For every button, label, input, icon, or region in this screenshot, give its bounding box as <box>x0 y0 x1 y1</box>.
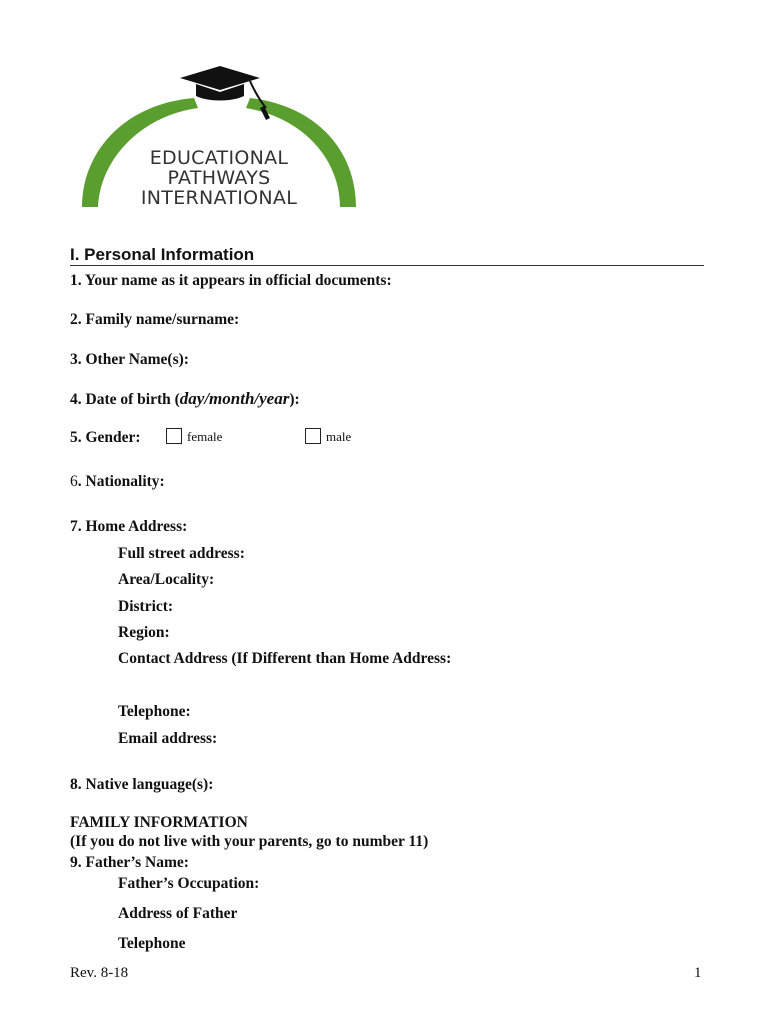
female-label: female <box>187 429 223 444</box>
field-family-name: 2. Family name/surname: <box>70 311 240 328</box>
nationality-number: 6 <box>70 473 78 490</box>
field-nationality <box>70 473 165 491</box>
page-number: 1 <box>694 965 702 981</box>
logo-line-2: PATHWAYS <box>167 167 271 189</box>
graduation-cap-icon <box>180 66 270 120</box>
female-checkbox[interactable] <box>166 428 182 444</box>
field-telephone: Telephone: <box>118 703 191 720</box>
dob-suffix: ): <box>289 391 300 408</box>
male-checkbox[interactable] <box>305 428 321 444</box>
field-date-of-birth <box>70 390 300 409</box>
dob-format: day/month/year <box>179 389 290 408</box>
field-contact-address: Contact Address (If Different than Home Address: <box>118 650 452 667</box>
field-official-name: 1. Your name as it appears in official documents: <box>70 272 392 289</box>
field-region: Region: <box>118 624 170 641</box>
family-note: (If you do not live with your parents, go to number 11) <box>70 833 429 850</box>
field-email: Email address: <box>118 730 218 747</box>
family-heading: FAMILY INFORMATION <box>70 814 248 831</box>
revision-label: Rev. 8-18 <box>70 965 129 981</box>
dob-label: 4. Date of birth ( <box>70 391 180 408</box>
logo-line-3: INTERNATIONAL <box>140 187 298 209</box>
field-native-languages: 8. Native language(s): <box>70 776 214 793</box>
male-label: male <box>326 429 352 444</box>
field-father-name: 9. Father’s Name: <box>70 854 189 871</box>
field-other-names: 3. Other Name(s): <box>70 351 189 368</box>
gender-female-option[interactable] <box>166 428 222 446</box>
field-area-locality: Area/Locality: <box>118 571 215 588</box>
section-title: I. Personal Information <box>70 245 704 266</box>
organization-logo <box>74 62 364 212</box>
field-father-telephone: Telephone <box>118 935 186 952</box>
nationality-label: . Nationality: <box>77 473 165 490</box>
field-gender-label: 5. Gender: <box>70 429 141 446</box>
field-home-address: 7. Home Address: <box>70 518 188 535</box>
gender-male-option[interactable] <box>305 428 351 446</box>
logo-line-1: EDUCATIONAL <box>149 147 289 169</box>
field-father-occupation: Father’s Occupation: <box>118 875 260 892</box>
field-district: District: <box>118 598 174 615</box>
field-street-address: Full street address: <box>118 545 245 562</box>
field-father-address: Address of Father <box>118 905 238 922</box>
